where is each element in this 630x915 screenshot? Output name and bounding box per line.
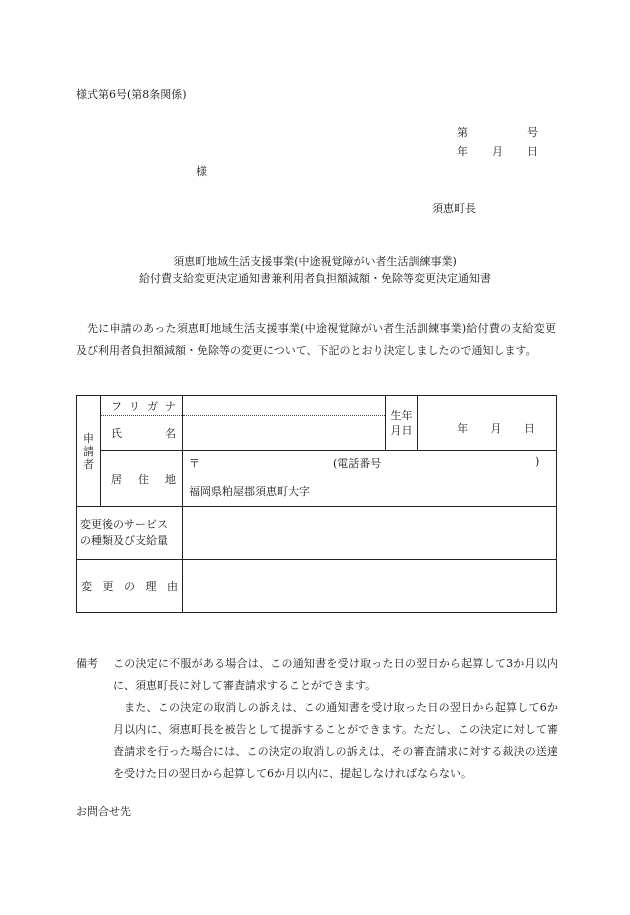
birth-label: 生年月日 xyxy=(390,409,413,437)
service-field xyxy=(183,507,557,560)
date-month: 月 xyxy=(492,145,503,158)
reason-label-cell xyxy=(77,560,183,613)
notice-number-go: 号 xyxy=(527,126,538,139)
birth-year: 年 xyxy=(457,422,469,435)
phone-label: (電話番号 xyxy=(333,457,382,470)
name-field xyxy=(183,416,386,451)
address-label-cell xyxy=(101,451,183,507)
birth-day: 日 xyxy=(523,422,535,435)
addressee-suffix: 様 xyxy=(196,165,207,178)
name-label-cell xyxy=(101,416,183,451)
name-label: 氏 名 xyxy=(111,427,176,440)
service-label-cell xyxy=(77,507,183,560)
furigana-field xyxy=(183,396,386,416)
phone-close: ) xyxy=(535,455,540,468)
furigana-label: フ リ ガ ナ xyxy=(111,399,176,413)
reason-label: 変 更 の 理 由 xyxy=(81,580,178,593)
title-line1: 須恵町地域生活支援事業(中途視覚障がい者生活訓練事業) xyxy=(173,255,457,268)
birth-date-field xyxy=(418,396,557,451)
service-label-line1: 変更後のサービス xyxy=(80,518,168,531)
applicant-label: 申請者 xyxy=(83,431,94,471)
notice-number-dai: 第 xyxy=(457,126,468,139)
applicant-label-cell xyxy=(77,396,101,507)
contact-label: お問合せ先 xyxy=(76,805,131,818)
address-field xyxy=(183,451,557,507)
date-year: 年 xyxy=(457,145,468,158)
remarks-head: 備考 xyxy=(76,657,98,670)
birth-month: 月 xyxy=(490,422,502,435)
reason-field xyxy=(183,560,557,613)
address-label: 居 住 地 xyxy=(111,472,176,486)
form-number: 様式第6号(第8条関係) xyxy=(76,88,187,101)
address-value: 福岡県粕屋郡須恵町大字 xyxy=(189,485,310,498)
service-label-line2: の種類及び支給量 xyxy=(80,534,168,547)
title-line2: 給付費支給変更決定通知書兼利用者負担額減額・免除等変更決定通知書 xyxy=(139,272,491,285)
furigana-label-cell xyxy=(101,396,183,416)
remarks-para2: また、この決定の取消しの訴えは、この通知書を受け取った日の翌日から起算して6か月以内に、須恵町長を被告として提訴することができます。ただし、この決定に対して審査請求を行った場合には、この決定の取消しの訴えは、その審査請求に対する裁決の送達を受けた日の翌日から起算して6か月以内に、提起しなければならない。 xyxy=(113,701,558,780)
postal-mark: 〒 xyxy=(189,457,200,470)
birth-label-cell xyxy=(386,396,418,451)
date-day: 日 xyxy=(527,145,538,158)
application-table xyxy=(76,395,557,613)
remarks xyxy=(76,653,558,785)
body-text: 先に申請のあった須恵町地域生活支援事業(中途視覚障がい者生活訓練事業)給付費の支給変更及び利用者負担額減額・免除等の変更について、下記のとおり決定しましたので通知します。 xyxy=(76,322,556,357)
remarks-para1: この決定に不服がある場合は、この通知書を受け取った日の翌日から起算して3か月以内に、須恵町長に対して審査請求することができます。 xyxy=(113,657,558,692)
issuer: 須恵町長 xyxy=(432,202,476,215)
